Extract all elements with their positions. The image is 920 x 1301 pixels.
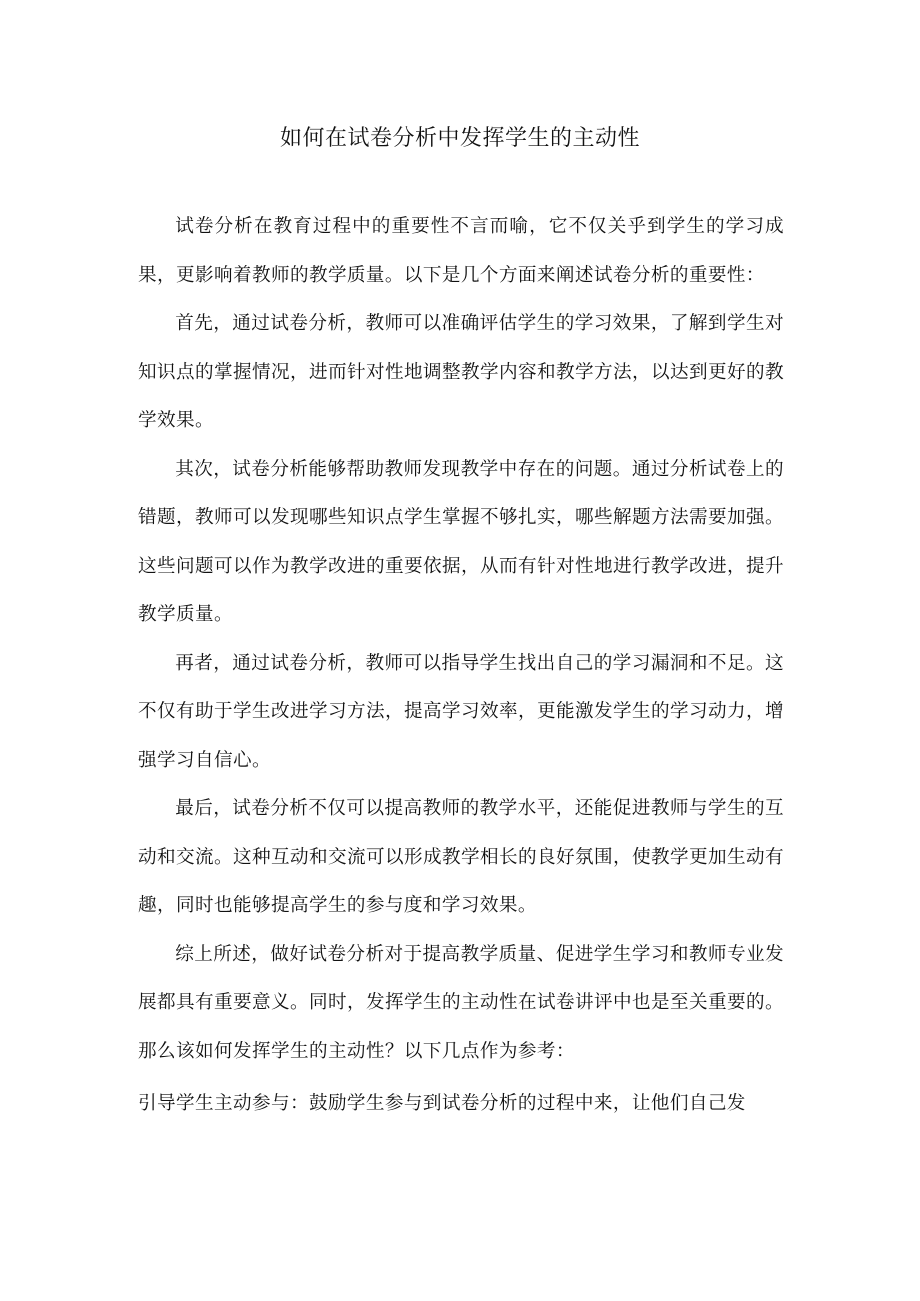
paragraph-trailing: 引导学生主动参与：鼓励学生参与到试卷分析的过程中来，让他们自己发: [138, 1093, 746, 1114]
paragraph-second: 其次，试卷分析能够帮助教师发现教学中存在的问题。通过分析试卷上的错题，教师可以发现哪些知识点学生掌握不够扎实，哪些解题方法需要加强。这些问题可以作为教学改进的重要依据，从而有针对性地进行教学改进，提升教学质量。: [138, 458, 784, 625]
paragraph-summary: 综上所述，做好试卷分析对于提高教学质量、促进学生学习和教师专业发展都具有重要意义。同时，发挥学生的主动性在试卷讲评中也是至关重要的。那么该如何发挥学生的主动性？以下几点作为参考：: [138, 943, 784, 1062]
paragraph-third: 再者，通过试卷分析，教师可以指导学生找出自己的学习漏洞和不足。这不仅有助于学生改进学习方法，提高学习效率，更能激发学生的学习动力，增强学习自信心。: [138, 652, 784, 771]
paragraph-intro: 试卷分析在教育过程中的重要性不言而喻，它不仅关乎到学生的学习成果，更影响着教师的教学质量。以下是几个方面来阐述试卷分析的重要性：: [138, 216, 784, 286]
paragraph-first: 首先，通过试卷分析，教师可以准确评估学生的学习效果，了解到学生对知识点的掌握情况，进而针对性地调整教学内容和教学方法，以达到更好的教学效果。: [138, 313, 784, 431]
paragraph-fourth: 最后，试卷分析不仅可以提高教师的教学水平，还能促进教师与学生的互动和交流。这种互动和交流可以形成教学相长的良好氛围，使教学更加生动有趣，同时也能够提高学生的参与度和学习效果。: [138, 798, 784, 916]
document-title: 如何在试卷分析中发挥学生的主动性: [279, 126, 640, 151]
document-body: [138, 203, 784, 1129]
